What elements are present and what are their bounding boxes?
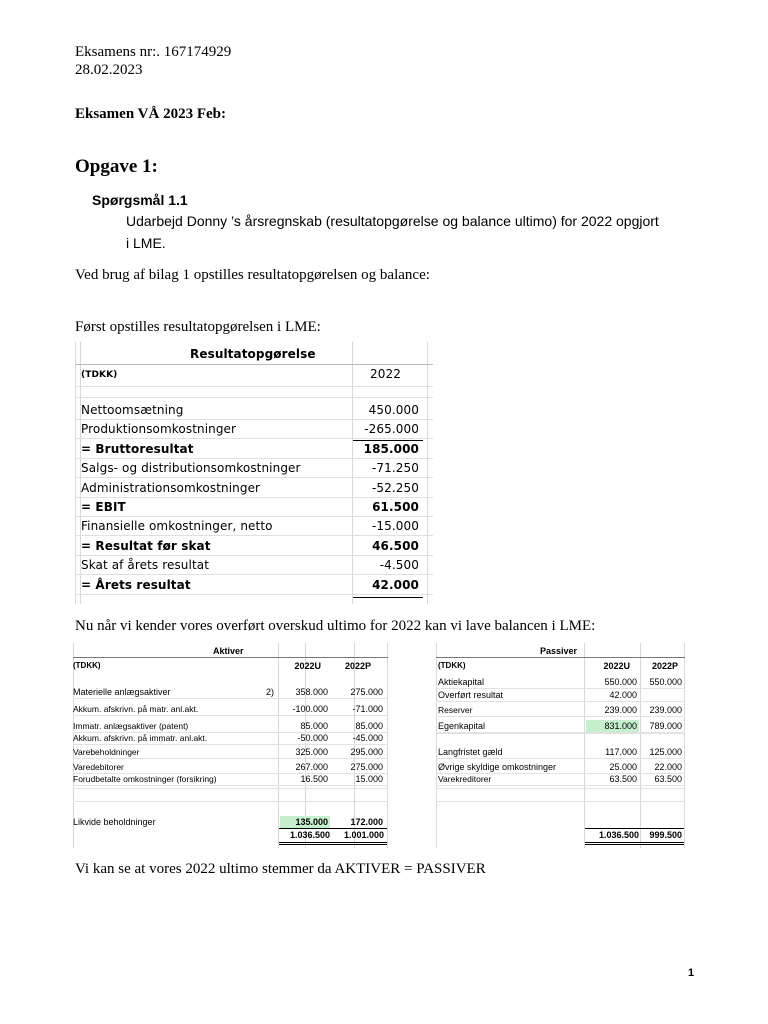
result-row-label: Administrationsomkostninger [81, 481, 261, 495]
result-row-label: Salgs- og distributionsomkostninger [81, 461, 301, 475]
result-row-value: 42.000 [372, 578, 419, 592]
income-statement-table [75, 342, 433, 604]
result-row-value: 450.000 [368, 403, 419, 417]
result-row-line [75, 497, 433, 498]
assets-row-label: Materielle anlægsaktiver [73, 687, 171, 697]
intro-text: Ved brug af bilag 1 opstilles resultatopgørelsen og balance: [75, 267, 430, 283]
exam-date: 28.02.2023 [75, 62, 143, 78]
result-row-value: -265.000 [364, 422, 419, 436]
assets-row-2022u: -50.000 [297, 733, 328, 743]
liabilities-row-2022p: 125.000 [649, 747, 682, 757]
liabilities-empty-line [436, 788, 685, 789]
liabilities-row-label: Egenkapital [438, 721, 486, 731]
result-table-title: Resultatopgørelse [190, 347, 316, 361]
assets-empty-line [73, 801, 388, 802]
result-row-value: -15.000 [371, 519, 419, 533]
result-row-line [75, 419, 433, 420]
result-row-line [75, 438, 433, 439]
result-row-value: -52.250 [371, 481, 419, 495]
liabilities-row-label: Aktiekapital [438, 677, 485, 687]
assets-row-label: Varedebitorer [73, 762, 124, 772]
result-row-label: = EBIT [81, 500, 126, 514]
result-row-value: -4.500 [379, 558, 419, 572]
result-row-line [75, 535, 433, 536]
liabilities-row-label: Øvrige skyldige omkostninger [438, 762, 557, 772]
assets-row-2022u: 85.000 [300, 721, 328, 731]
liabilities-total-2022p: 999.500 [649, 830, 682, 840]
liabilities-row-label: Reserver [438, 705, 473, 715]
liabilities-row-2022p: 63.500 [654, 774, 682, 784]
assets-unit: (TDKK) [73, 661, 101, 670]
liabilities-row-line [436, 716, 685, 717]
result-row-value: 61.500 [372, 500, 419, 514]
assets-table [73, 643, 388, 848]
liabilities-row-2022u: 117.000 [605, 747, 637, 757]
assets-row-label: Varebeholdninger [73, 747, 140, 757]
assets-row-2022p: 85.000 [355, 721, 383, 731]
liabilities-row-line [436, 785, 685, 786]
assets-row-2022p: 15.000 [355, 774, 383, 784]
result-row-line [75, 516, 433, 517]
liabilities-empty-line [436, 801, 685, 802]
result-row-line [75, 477, 433, 478]
assets-row-label: Akkum. afskrivn. på matr. anl.akt. [73, 704, 199, 714]
assets-total-2022p: 1.001.000 [343, 830, 384, 840]
assets-empty-line [73, 788, 388, 789]
liabilities-title: Passiver [540, 646, 578, 656]
result-row-value: 185.000 [363, 442, 419, 456]
assets-row-2022u: 358.000 [295, 687, 328, 697]
result-row-line [75, 555, 433, 556]
liabilities-row-label: Overført resultat [438, 690, 504, 700]
assets-row-2022p: 275.000 [350, 762, 383, 772]
liabilities-table [436, 643, 685, 848]
liabilities-row-label: Langfristet gæld [438, 747, 503, 757]
exam-title: Eksamen VÅ 2023 Feb: [75, 106, 226, 122]
liabilities-row-2022u: 831.000 [586, 720, 639, 732]
result-row-line [75, 458, 433, 459]
liabilities-row-2022p: 550.000 [649, 677, 682, 687]
result-row-label: Produktionsomkostninger [81, 422, 237, 436]
liabilities-row-2022u: 550.000 [604, 677, 637, 687]
exam-number: Eksamens nr:. 167174929 [75, 44, 232, 60]
liabilities-row-2022u: 239.000 [604, 705, 637, 715]
liabilities-empty-line [436, 733, 685, 734]
assets-row-2022p: 275.000 [350, 687, 383, 697]
result-table-year: 2022 [370, 367, 401, 381]
liabilities-row-label: Varekreditorer [438, 774, 492, 784]
liabilities-unit: (TDKK) [438, 661, 466, 670]
assets-row-2022u: 325.000 [295, 747, 328, 757]
liabilities-row-2022p: 789.000 [649, 721, 682, 731]
liabilities-row-line [436, 701, 685, 702]
result-row-label: = Bruttoresultat [81, 442, 194, 456]
cash-2022u: 135.000 [280, 816, 330, 828]
assets-row-label: Akkum. afskrivn. på immatr. anl.akt. [73, 733, 208, 743]
assets-col2: 2022P [344, 661, 371, 671]
assets-row-2022u: -100.000 [292, 704, 328, 714]
assets-title: Aktiver [213, 646, 244, 656]
before-balance-text: Nu når vi kender vores overført overskud ultimo for 2022 kan vi lave balancen i LME: [75, 618, 596, 634]
result-table-unit: (TDKK) [81, 370, 118, 380]
assets-row-line [73, 698, 388, 699]
page-number: 1 [688, 967, 695, 979]
assets-row-line [73, 785, 388, 786]
assets-col1: 2022U [294, 661, 321, 671]
before-result-text: Først opstilles resultatopgørelsen i LME: [75, 319, 321, 335]
assets-row-line [73, 758, 388, 759]
assets-row-label: Immatr. anlægsaktiver (patent) [73, 721, 189, 731]
liabilities-total-2022u: 1.036.500 [598, 830, 639, 840]
assets-row-line [73, 744, 388, 745]
assets-row-line [73, 715, 388, 716]
result-row-label: Finansielle omkostninger, netto [81, 519, 273, 533]
result-row-value: -71.250 [371, 461, 419, 475]
result-row-label: Nettoomsætning [81, 403, 184, 417]
question-text-line1: Udarbejd Donny ’s årsregnskab (resultatopgørelse og balance ultimo) for 2022 opgjort [126, 213, 659, 229]
cash-2022p: 172.000 [350, 817, 383, 827]
result-row-value: 46.500 [372, 539, 419, 553]
liabilities-row-2022p: 22.000 [654, 762, 682, 772]
assets-row-note: 2) [266, 687, 275, 697]
assets-total-2022u: 1.036.500 [289, 830, 330, 840]
result-row-line [75, 574, 433, 575]
result-row-label: = Årets resultat [81, 578, 191, 592]
liabilities-row-2022u: 25.000 [609, 762, 637, 772]
result-row-label: Skat af årets resultat [81, 558, 210, 572]
cash-label: Likvide beholdninger [73, 817, 156, 827]
conclusion-text: Vi kan se at vores 2022 ultimo stemmer da AKTIVER = PASSIVER [75, 861, 486, 877]
assets-row-2022p: -45.000 [352, 733, 383, 743]
liabilities-col1: 2022U [603, 661, 630, 671]
assets-row-2022u: 267.000 [295, 762, 328, 772]
liabilities-col2: 2022P [651, 661, 678, 671]
question-text-line2: i LME. [126, 235, 166, 251]
result-row-line [75, 594, 433, 595]
assets-row-2022u: 16.500 [300, 774, 328, 784]
liabilities-row-2022p: 239.000 [649, 705, 682, 715]
liabilities-row-line [436, 758, 685, 759]
assets-row-2022p: -71.000 [352, 704, 383, 714]
liabilities-row-2022u: 42.000 [609, 690, 637, 700]
assets-row-2022p: 295.000 [350, 747, 383, 757]
section-heading: Opgave 1: [75, 156, 158, 177]
question-label: Spørgsmål 1.1 [92, 192, 188, 208]
result-row-label: = Resultat før skat [81, 539, 211, 553]
liabilities-row-2022u: 63.500 [609, 774, 637, 784]
assets-row-label: Forudbetalte omkostninger (forsikring) [73, 774, 217, 784]
